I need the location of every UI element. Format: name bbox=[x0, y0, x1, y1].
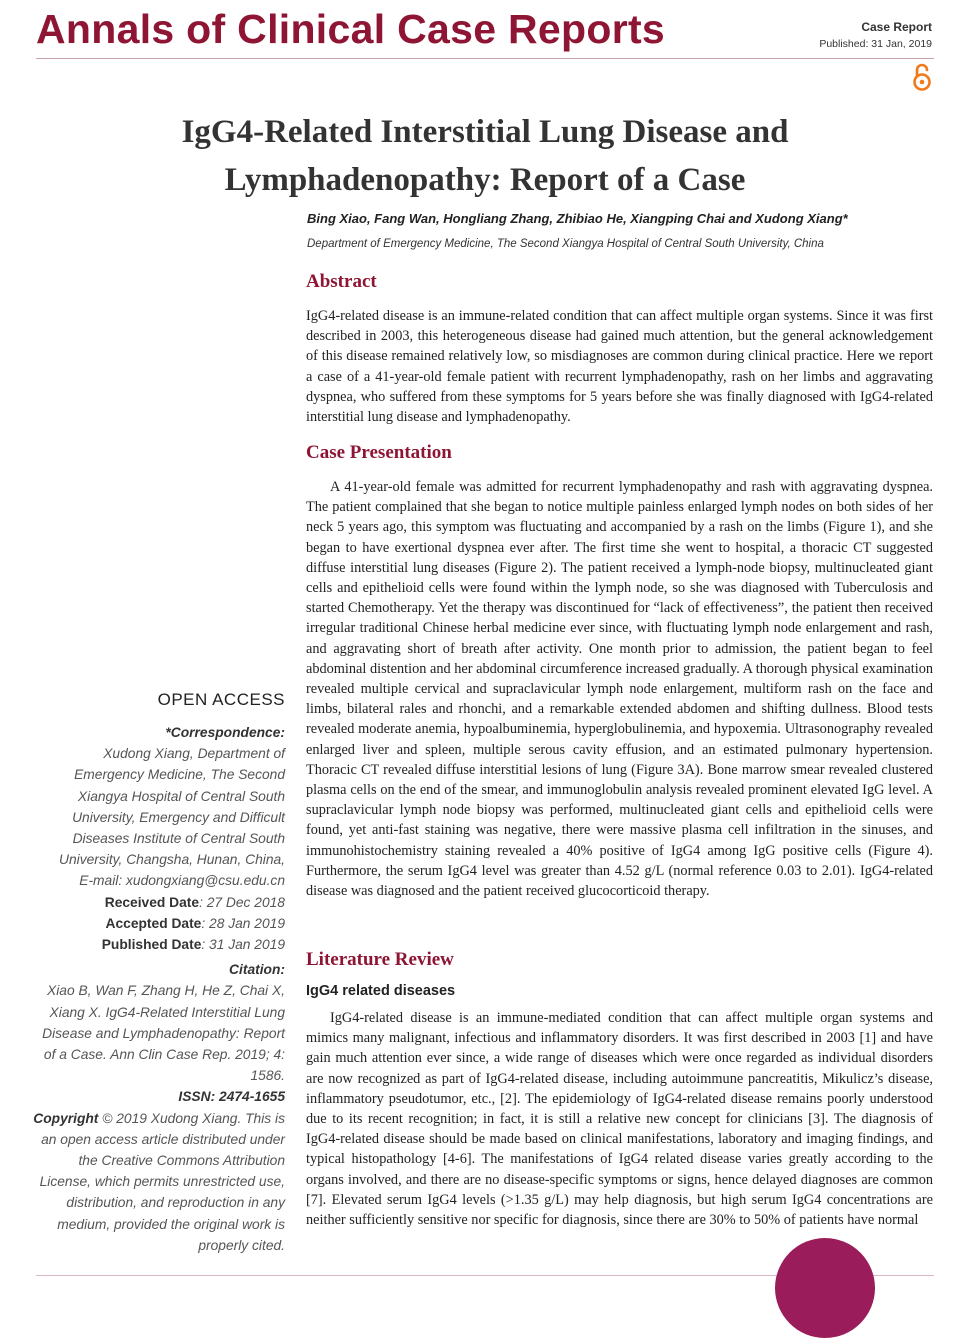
received-label: Received Date bbox=[104, 894, 200, 910]
article-meta bbox=[819, 20, 932, 50]
copyright-text: © 2019 Xudong Xiang. This is an open access article distributed under the Creative Commons Attribution License, which permits unrestricted use, distribution, and reproduction in any medium, provided the original work is properly cited. bbox=[39, 1110, 285, 1253]
case-presentation-text: A 41-year-old female was admitted for recurrent lymphadenopathy and rash with aggravating dyspnea. The patient complained that she began to notice multiple painless enlarged lymph nodes on both sides of her neck 5 years ago, this symptom was fluctuating and accompanied by a rash on the limbs (Figure 1), and she began to have exertional dyspnea ever after. The first time she went to hospital, a thoracic CT suggested diffuse interstitial lung diseases (Figure 2). The patient received a lymph-node biopsy, multinucleated giant cells and epithelioid cells were found within the lymph node, so she was diagnosed with Tuberculosis and started Chemotherapy. Yet the therapy was discontinued for “lack of effectiveness”, the patient then received irregular traditional Chinese herbal medicine ever since, with fluctuating lymph node enlargement and rash, and aggravating short of breath after activity. One month prior to admission, the patient began to feel abdominal distention and her abdominal circumference increased gradually. A thorough physical examination revealed multiple cervical and supraclavicular lymph node enlargement, multiform rash on the face and limbs, bilateral rales and rhonchi, and a remarkable extended abdomen and shifting dullness. Blood tests revealed moderate anemia, hypoalbuminemia, hyperglobulinemia, and hypoxemia. Ultrasonography revealed enlarged liver and spleen, multiple serous cavity effusion, and an estimated pulmonary hypertension. Thoracic CT revealed diffuse interstitial lesions of lung (Figure 3A). Bone marrow smear revealed clustered plasma cells on the end of the smear, and immunoglobulin analysis revealed prominent elevated IgG level. A supraclavicular lymph node biopsy was performed, multinucleated giant cells and epithelioid cells were found, yet anti-fast staining was negative, there were massive plasma cell infiltration in the sinuses, and immunohistochemistry staining revealed a 40% positive of IgG4 among IgG positive cells (Figure 4). Furthermore, the serum IgG4 level was greater than 4.52 g/L (normal reference 0.03 to 2.01). IgG4-related disease was diagnosed and the patient received glucocorticoid therapy. bbox=[306, 479, 933, 900]
received-value: : 27 Dec 2018 bbox=[199, 894, 285, 910]
affiliation: Department of Emergency Medicine, The Second Xiangya Hospital of Central South University, China bbox=[307, 238, 824, 250]
published-label: Published Date bbox=[101, 937, 202, 953]
literature-review-heading: Literature Review bbox=[306, 949, 454, 970]
subsection-heading: IgG4 related diseases bbox=[306, 983, 456, 999]
open-access-label: OPEN ACCESS bbox=[157, 690, 285, 709]
citation-label: Citation: bbox=[229, 962, 285, 978]
corner-decoration bbox=[775, 1238, 875, 1338]
copyright-label: Copyright bbox=[33, 1110, 99, 1126]
correspondence-text: Xudong Xiang, Department of Emergency Medicine, The Second Xiangya Hospital of Central South University, Emergency and Difficult Diseases Institute of Central South University, Changsha, Hunan, China, bbox=[59, 746, 285, 868]
accepted-value: : 28 Jan 2019 bbox=[201, 915, 285, 931]
abstract-heading: Abstract bbox=[306, 271, 377, 292]
literature-review-text: IgG4-related disease is an immune-mediated condition that can affect multiple organ systems and mimics many malignant, infectious and inflammatory disorders. It was first described in 2003 [1] and have gain much attention ever since, a wide range of diseases which were once regarded as individual disorders are now recognized as part of IgG4-related disease, including autoimmune pancreatitis, Mikulicz’s disease, inflammatory pseudotumor, etc., [2]. The epidemiology of IgG4-related disease remains poorly understood due to its recent recognition; in fact, it is still a relative new concept for clinicians [3]. The diagnosis of IgG4-related disease should be made based on clinical manifestations, laboratory and imaging findings, and typical histopathology [4-6]. The manifestations of IgG4 related disease varies greatly according to the organs involved, and there are no disease-specific symptoms or signs, hence delayed diagnoses are common [7]. Elevated serum IgG4 levels (>1.35 g/L) may help diagnosis, but high serum IgG4 concentrations are neither sufficiently sensitive nor specific for diagnosis, since there are 30% to 50% of patients have normal bbox=[306, 1010, 933, 1229]
abstract-text: IgG4-related disease is an immune-related condition that can affect multiple organ systems. Since it was first described in 2003, this heterogeneous disease had gained much attention, but the general acknowledgement of this disease remained relatively low, so misdiagnoses are common during clinical practice. Here we report a case of a 41-year-old female patient with recurrent lymphadenopathy, rash on her limbs and aggravating dyspnea, who suffered from these symptoms for 5 years before she was finally diagnosed with IgG4-related interstitial lung disease and lymphadenopathy. bbox=[306, 308, 933, 426]
published-date: Published: 31 Jan, 2019 bbox=[819, 38, 932, 50]
accepted-label: Accepted Date bbox=[105, 915, 202, 931]
correspondence-label: *Correspondence: bbox=[165, 725, 285, 740]
case-presentation-heading: Case Presentation bbox=[306, 442, 452, 463]
author-list: Bing Xiao, Fang Wan, Hongliang Zhang, Zhibiao He, Xiangping Chai and Xudong Xiang* bbox=[307, 211, 848, 226]
journal-title: Annals of Clinical Case Reports bbox=[36, 6, 666, 52]
email: E-mail: xudongxiang@csu.edu.cn bbox=[79, 873, 285, 889]
issn: ISSN: 2474-1655 bbox=[178, 1089, 285, 1105]
article-title: IgG4-Related Interstitial Lung Disease and Lymphadenopathy: Report of a Case bbox=[181, 114, 789, 198]
article-type: Case Report bbox=[861, 20, 932, 34]
header-divider bbox=[36, 58, 934, 59]
citation-text: Xiao B, Wan F, Zhang H, He Z, Chai X, Xiang X. IgG4-Related Interstitial Lung Disease and Lymphadenopathy: Report of a Case. Ann Clin Case Rep. 2019; 4: 1586. bbox=[42, 983, 285, 1084]
open-access-lock-icon bbox=[912, 62, 932, 92]
sidebar-info bbox=[30, 722, 285, 1256]
published-value: : 31 Jan 2019 bbox=[201, 937, 285, 953]
